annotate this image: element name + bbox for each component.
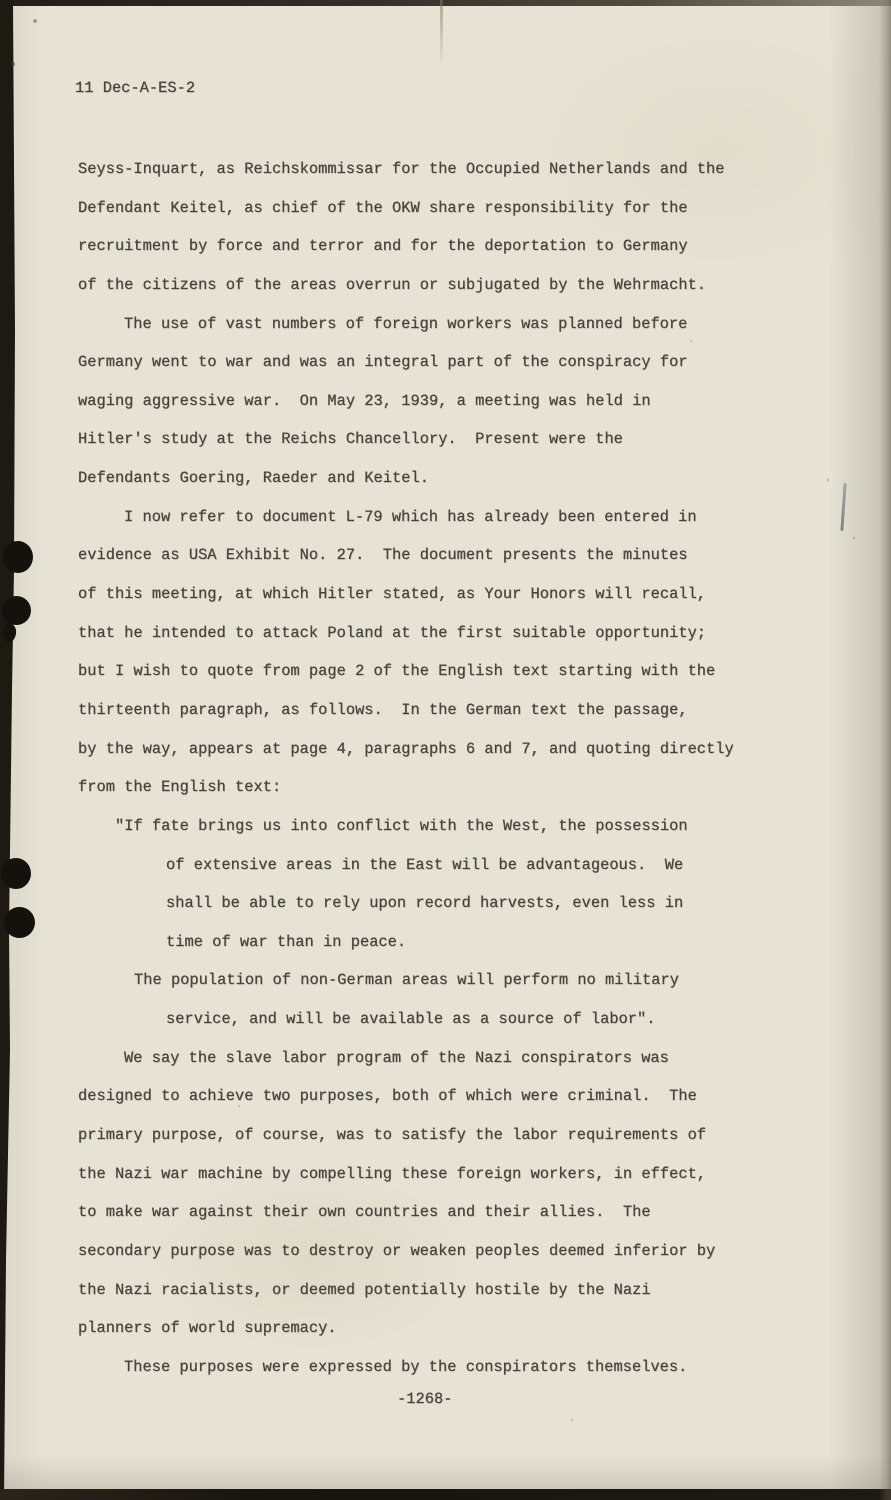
text-line: Defendant Keitel, as chief of the OKW share responsibility for the — [78, 198, 688, 217]
text-line: "If fate brings us into conflict with the West, the possession — [115, 816, 688, 835]
text-line: The population of non-German areas will perform no military — [134, 971, 679, 990]
text-line: The use of vast numbers of foreign workers was planned before — [124, 314, 688, 333]
page-edge-shadow — [879, 0, 891, 1500]
text-line: waging aggressive war. On May 23, 1939, a meeting was held in — [78, 391, 651, 410]
text-line: Hitler's study at the Reichs Chancellory. Present were the — [78, 430, 623, 449]
hole-punch-mark — [2, 596, 31, 625]
text-line: Germany went to war and was an integral part of the conspiracy for — [78, 353, 688, 372]
paper-specks — [0, 0, 2, 2]
text-line: but I wish to quote from page 2 of the English text starting with the — [78, 662, 716, 681]
text-line: service, and will be available as a source of labor". — [166, 1010, 656, 1029]
page-number: -1268- — [397, 1390, 453, 1408]
text-line: that he intended to attack Poland at the first suitable opportunity; — [78, 623, 707, 642]
text-line: Defendants Goering, Raeder and Keitel. — [78, 469, 429, 488]
text-line: secondary purpose was to destroy or weaken peoples deemed inferior by — [78, 1241, 716, 1260]
text-line: by the way, appears at page 4, paragraphs 6 and 7, and quoting directly — [78, 739, 734, 758]
document-body — [78, 150, 734, 1387]
scratch-mark — [440, 0, 443, 62]
text-line: evidence as USA Exhibit No. 27. The document presents the minutes — [78, 546, 688, 565]
text-line: of this meeting, at which Hitler stated, as Your Honors will recall, — [78, 585, 707, 604]
text-line: designed to achieve two purposes, both of which were criminal. The — [78, 1087, 697, 1106]
text-line: Seyss-Inquart, as Reichskommissar for the Occupied Netherlands and the — [78, 160, 725, 178]
text-line: the Nazi racialists, or deemed potentially hostile by the Nazi — [78, 1280, 651, 1299]
text-line: time of war than in peace. — [166, 932, 407, 951]
scan-edge-bottom — [0, 1489, 891, 1500]
text-line: These purposes were expressed by the conspirators themselves. — [124, 1357, 688, 1376]
text-line: of the citizens of the areas overrun or subjugated by the Wehrmacht. — [78, 275, 707, 294]
text-line: from the English text: — [78, 778, 282, 797]
hole-punch-mark — [4, 907, 35, 938]
text-line: planners of world supremacy. — [78, 1319, 337, 1338]
scan-edge-left — [0, 0, 20, 1500]
text-line: shall be able to rely upon record harvests, even less in — [166, 894, 684, 913]
text-line: the Nazi war machine by compelling these foreign workers, in effect, — [78, 1164, 707, 1183]
hole-punch-mark — [3, 541, 33, 573]
text-line: of extensive areas in the East will be advantageous. We — [166, 855, 684, 874]
text-line: primary purpose, of course, was to satisfy the labor requirements of — [78, 1126, 707, 1145]
text-line: We say the slave labor program of the Nazi conspirators was — [124, 1048, 669, 1067]
scan-edge-top — [0, 0, 891, 6]
text-line: thirteenth paragraph, as follows. In the German text the passage, — [78, 700, 688, 719]
text-line: I now refer to document L-79 which has already been entered in — [124, 507, 697, 526]
text-line: to make war against their own countries and their allies. The — [78, 1203, 651, 1222]
document-header: 11 Dec-A-ES-2 — [75, 79, 196, 97]
hole-punch-mark — [1, 858, 31, 889]
text-line: recruitment by force and terror and for the deportation to Germany — [78, 237, 688, 256]
pen-mark — [840, 483, 846, 531]
